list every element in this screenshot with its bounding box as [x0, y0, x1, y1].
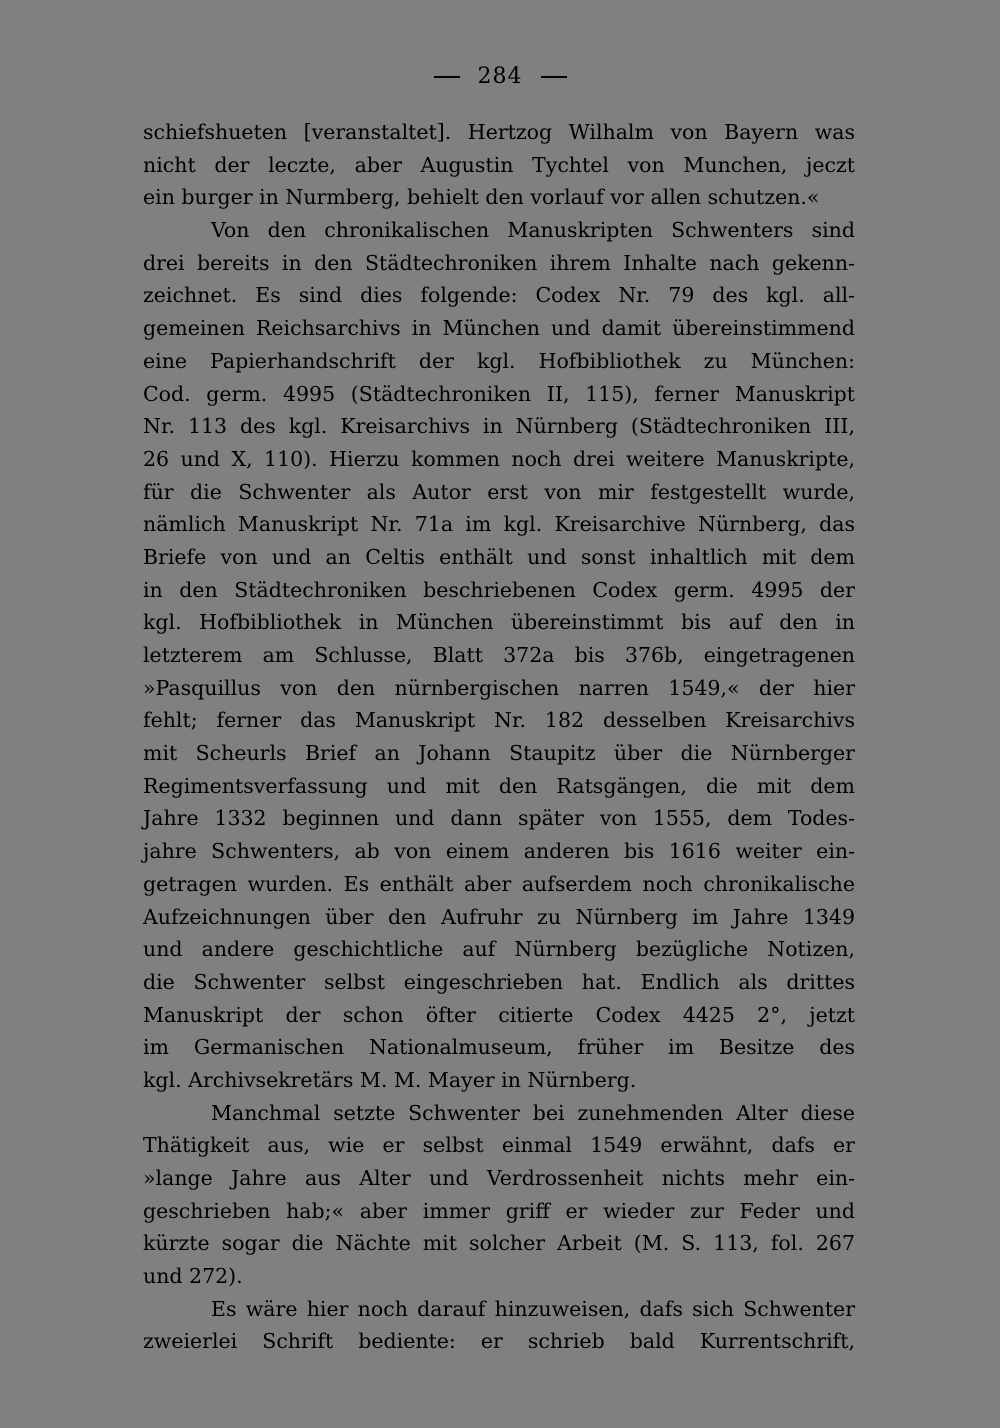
- text-line: Aufzeichnungen über den Aufruhr zu Nürnberg im Jahre 1349: [143, 904, 855, 929]
- text-line: kgl. Archivsekretärs M. M. Mayer in Nürnberg.: [143, 1067, 637, 1092]
- text-line: Regimentsverfassung und mit den Ratsgängen, die mit dem: [143, 773, 855, 798]
- body-text: [143, 116, 855, 1358]
- page-number: 284: [477, 64, 523, 89]
- text-line: Von den chronikalischen Manuskripten Schwenters sind: [211, 218, 855, 243]
- text-line: kürzte sogar die Nächte mit solcher Arbeit (M. S. 113, fol. 267: [143, 1231, 855, 1256]
- text-line: 26 und X, 110). Hierzu kommen noch drei weitere Manuskripte,: [143, 446, 855, 471]
- text-line: fehlt; ferner das Manuskript Nr. 182 desselben Kreisarchivs: [143, 708, 855, 733]
- text-line: nämlich Manuskript Nr. 71a im kgl. Kreisarchive Nürnberg, das: [143, 512, 855, 537]
- text-line: Jahre 1332 beginnen und dann später von 1555, dem Todes-: [143, 806, 855, 831]
- page-header: [0, 62, 1000, 92]
- text-line: geschrieben hab;« aber immer griff er wieder zur Feder und: [143, 1198, 855, 1223]
- text-line: schiefshueten [veranstaltet]. Hertzog Wilhalm von Bayern was: [143, 120, 855, 144]
- text-line: in den Städtechroniken beschriebenen Codex germ. 4995 der: [143, 577, 855, 602]
- text-line: gemeinen Reichsarchivs in München und damit übereinstimmend: [143, 316, 855, 341]
- text-line: für die Schwenter als Autor erst von mir festgestellt wurde,: [143, 479, 855, 504]
- text-line: »lange Jahre aus Alter und Verdrossenheit nichts mehr ein-: [143, 1166, 855, 1190]
- text-line: kgl. Hofbibliothek in München übereinstimmt bis auf den in: [143, 610, 855, 635]
- text-line: Briefe von und an Celtis enthält und sonst inhaltlich mit dem: [143, 544, 855, 569]
- text-line: Cod. germ. 4995 (Städtechroniken II, 115), ferner Manuskript: [143, 381, 855, 406]
- header-dash-left: [434, 76, 460, 78]
- text-line: drei bereits in den Städtechroniken ihrem Inhalte nach gekenn-: [143, 250, 855, 275]
- text-line: Es wäre hier noch darauf hinzuweisen, dafs sich Schwenter: [211, 1296, 855, 1321]
- text-line: Thätigkeit aus, wie er selbst einmal 1549 erwähnt, dafs er: [143, 1133, 855, 1158]
- text-line: und andere geschichtliche auf Nürnberg bezügliche Notizen,: [143, 937, 855, 962]
- text-line: die Schwenter selbst eingeschrieben hat. Endlich als drittes: [143, 969, 855, 994]
- text-line: zweierlei Schrift bediente: er schrieb bald Kurrentschrift,: [143, 1329, 855, 1354]
- text-line: mit Scheurls Brief an Johann Staupitz über die Nürnberger: [143, 741, 855, 766]
- text-line: eine Papierhandschrift der kgl. Hofbibliothek zu München:: [143, 348, 855, 373]
- text-line: Manchmal setzte Schwenter bei zunehmenden Alter diese: [211, 1100, 855, 1125]
- text-line: und 272).: [143, 1264, 243, 1289]
- text-line: »Pasquillus von den nürnbergischen narren 1549,« der hier: [143, 675, 855, 700]
- text-line: ein burger in Nurmberg, behielt den vorlauf vor allen schutzen.«: [143, 185, 820, 210]
- text-line: im Germanischen Nationalmuseum, früher im Besitze des: [143, 1035, 855, 1060]
- header-dash-right: [541, 76, 567, 78]
- text-line: Manuskript der schon öfter citierte Codex 4425 2°, jetzt: [143, 1002, 855, 1027]
- text-line: Nr. 113 des kgl. Kreisarchivs in Nürnberg (Städtechroniken III,: [143, 414, 855, 439]
- text-line: getragen wurden. Es enthält aber aufserdem noch chronikalische: [143, 871, 855, 896]
- text-line: nicht der leczte, aber Augustin Tychtel von Munchen, jeczt: [143, 152, 855, 177]
- text-line: jahre Schwenters, ab von einem anderen bis 1616 weiter ein-: [143, 839, 855, 864]
- text-line: letzterem am Schlusse, Blatt 372a bis 376b, eingetragenen: [143, 643, 855, 667]
- text-line: zeichnet. Es sind dies folgende: Codex Nr. 79 des kgl. all-: [143, 283, 855, 308]
